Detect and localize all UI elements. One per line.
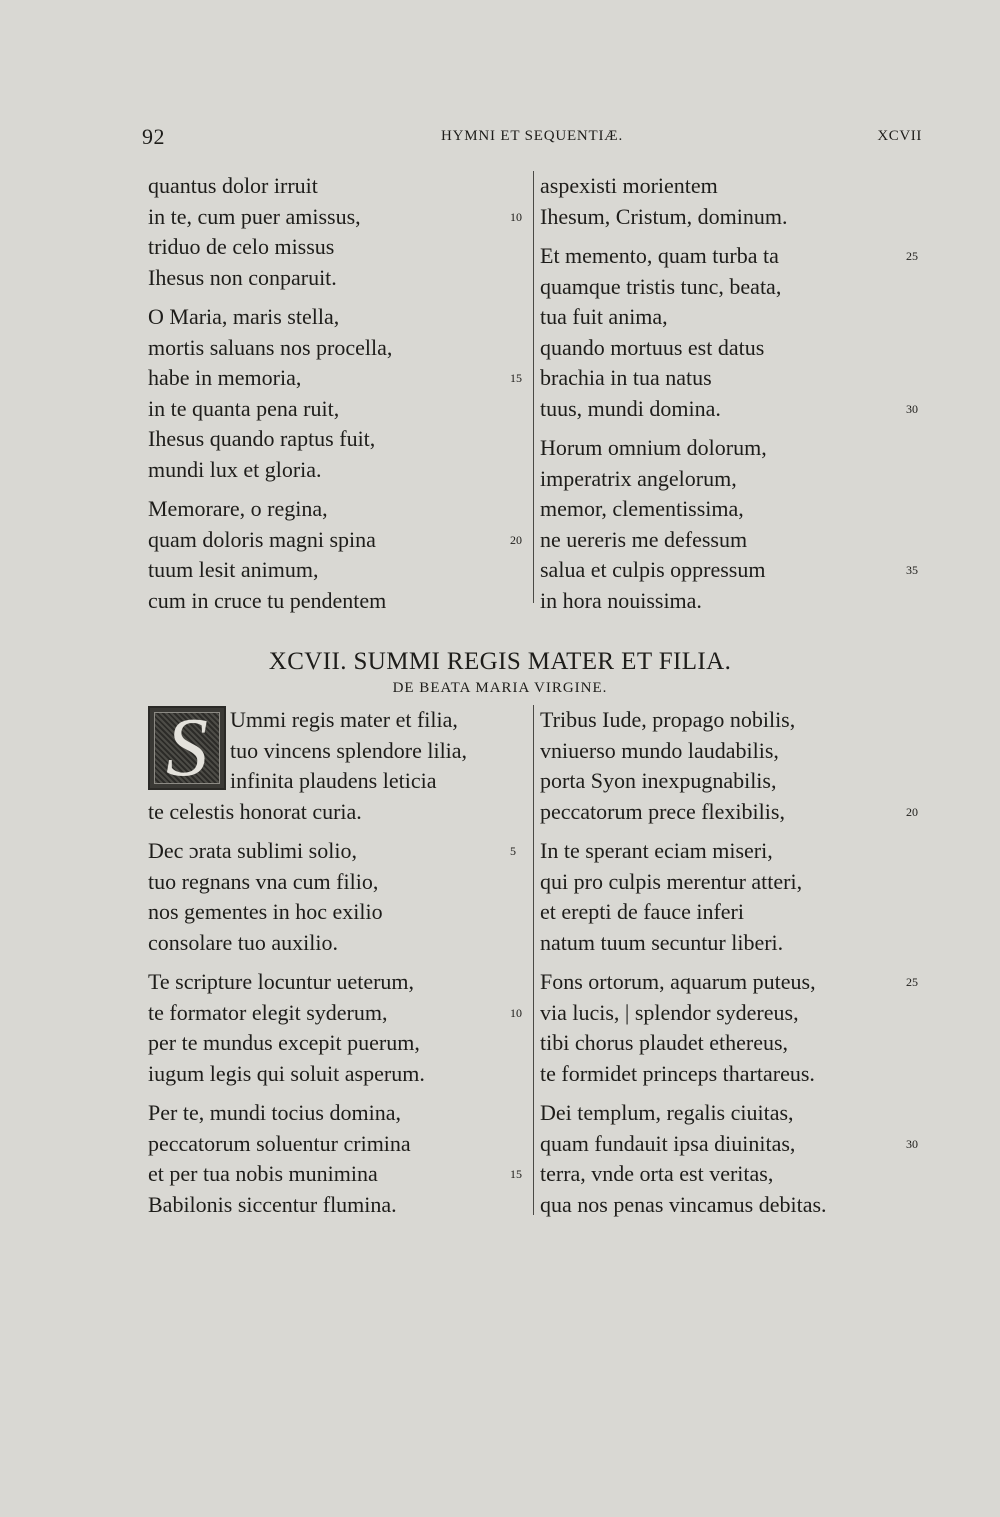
verse-line <box>148 333 528 364</box>
verse-line <box>148 263 528 294</box>
verse-text: via lucis, | splendor sydereus, <box>540 999 799 1025</box>
verse-line <box>540 333 930 364</box>
verse-text: Ihesum, Cristum, dominum. <box>540 203 788 229</box>
verse-text: cum in cruce tu pendentem <box>148 587 387 613</box>
verse-line <box>148 424 528 455</box>
verse-line <box>540 867 930 898</box>
verse-line <box>540 705 930 736</box>
verse-line <box>148 455 528 486</box>
verse-text: quam fundauit ipsa diuinitas, <box>540 1130 796 1156</box>
top-right-column <box>540 171 930 625</box>
verse-line <box>540 766 930 797</box>
verse-line <box>148 897 528 928</box>
verse-text: Ummi regis mater et filia, <box>230 707 458 732</box>
page-number: 92 <box>142 124 165 149</box>
verse-text: nos gementes in hoc exilio <box>148 899 383 924</box>
verse-text: salua et culpis oppressum <box>540 557 766 582</box>
line-number: 20 <box>510 532 522 547</box>
verse-text: tua fuit anima, <box>540 304 668 329</box>
verse-text: mortis saluans nos procella, <box>148 334 393 360</box>
verse-line <box>148 525 528 556</box>
verse-text: Fons ortorum, aquarum puteus, <box>540 969 816 994</box>
verse-text: In te sperant eciam miseri, <box>540 838 773 863</box>
verse-text: vniuerso mundo laudabilis, <box>540 737 779 763</box>
verse-text: qui pro culpis merentur atteri, <box>540 868 803 894</box>
stanza <box>148 836 528 958</box>
verse-text: tuus, mundi domina. <box>540 395 721 421</box>
verse-text: in te quanta pena ruit, <box>148 395 340 421</box>
verse-text: Dei templum, regalis ciuitas, <box>540 1100 794 1125</box>
verse-text: consolare tuo auxilio. <box>148 929 339 955</box>
verse-line <box>540 202 930 233</box>
verse-line <box>148 1098 528 1129</box>
verse-line <box>540 394 930 425</box>
line-number: 20 <box>906 804 918 819</box>
verse-line <box>540 1098 930 1129</box>
verse-text: tuo regnans vna cum filio, <box>148 868 379 894</box>
verse-text: Dec ɔrata sublimi solio, <box>148 838 357 863</box>
verse-line <box>148 1190 528 1221</box>
verse-line <box>148 967 528 998</box>
verse-line <box>540 555 930 586</box>
hymn-title: XCVII. SUMMI REGIS MATER ET FILIA. <box>268 648 732 675</box>
verse-line <box>148 867 528 898</box>
verse-text: te celestis honorat curia. <box>148 798 362 824</box>
verse-text: peccatorum soluentur crimina <box>148 1130 411 1156</box>
verse-text: triduo de celo missus <box>148 234 335 259</box>
running-hymn-number: XCVII <box>877 128 922 144</box>
verse-line <box>148 394 528 425</box>
verse-text: peccatorum prece flexibilis, <box>540 798 785 824</box>
verse-line <box>148 302 528 333</box>
verse-line <box>148 494 528 525</box>
stanza <box>148 701 528 827</box>
verse-line <box>540 1129 930 1160</box>
bottom-left-column <box>148 701 528 1229</box>
bottom-right-column <box>540 705 930 1229</box>
verse-text: brachia in tua natus <box>540 365 712 390</box>
verse-text: per te mundus excepit puerum, <box>148 1030 420 1055</box>
initial-letter: S <box>166 701 208 794</box>
verse-line <box>148 363 528 394</box>
verse-line <box>148 1028 528 1059</box>
line-number: 25 <box>906 975 918 989</box>
running-head <box>142 124 922 154</box>
verse-text: porta Syon inexpugnabilis, <box>540 768 777 793</box>
verse-text: in te, cum puer amissus, <box>148 203 361 229</box>
verse-text: quantus dolor irruit <box>148 173 318 198</box>
verse-line <box>148 586 528 617</box>
verse-text: Te scripture locuntur ueterum, <box>148 969 415 994</box>
verse-line <box>148 1129 528 1160</box>
verse-line <box>540 1190 930 1221</box>
hymn-subtitle: DE BEATA MARIA VIRGINE. <box>392 680 608 696</box>
verse-line <box>540 998 930 1029</box>
verse-line <box>148 836 528 867</box>
verse-line <box>148 928 528 959</box>
line-number: 30 <box>906 401 918 416</box>
verse-line <box>540 1059 930 1090</box>
stanza <box>148 171 528 293</box>
verse-text: O Maria, maris stella, <box>148 304 340 329</box>
verse-line <box>540 736 930 767</box>
stanza <box>148 1098 528 1220</box>
verse-line <box>148 202 528 233</box>
verse-text: aspexisti morientem <box>540 173 718 198</box>
stanza <box>148 967 528 1089</box>
verse-line <box>540 586 930 617</box>
verse-line <box>540 967 930 998</box>
verse-line <box>148 797 528 828</box>
stanza <box>540 1098 930 1220</box>
verse-line <box>148 1059 528 1090</box>
verse-text: qua nos penas vincamus debitas. <box>540 1191 827 1217</box>
line-number: 25 <box>906 249 918 263</box>
verse-text: Tribus Iude, propago nobilis, <box>540 707 796 732</box>
verse-text: quando mortuus est datus <box>540 334 765 360</box>
verse-line <box>540 897 930 928</box>
verse-line <box>540 433 930 464</box>
verse-text: quam doloris magni spina <box>148 526 376 552</box>
verse-text: memor, clementissima, <box>540 496 744 521</box>
verse-line <box>540 302 930 333</box>
verse-line <box>540 525 930 556</box>
verse-line <box>540 171 930 202</box>
verse-text: Per te, mundi tocius domina, <box>148 1100 401 1125</box>
verse-line <box>540 494 930 525</box>
verse-line <box>148 171 528 202</box>
verse-line <box>540 1028 930 1059</box>
verse-line <box>148 555 528 586</box>
verse-line <box>540 1159 930 1190</box>
verse-text: Horum omnium dolorum, <box>540 435 767 460</box>
verse-text: infinita plaudens leticia <box>230 768 437 793</box>
line-number: 30 <box>906 1136 918 1151</box>
verse-text: quamque tristis tunc, beata, <box>540 273 782 299</box>
stanza <box>540 836 930 958</box>
verse-text: iugum legis qui soluit asperum. <box>148 1060 425 1086</box>
verse-line <box>540 928 930 959</box>
line-number: 35 <box>906 563 918 577</box>
stanza <box>540 967 930 1089</box>
stanza <box>148 494 528 616</box>
verse-line <box>540 464 930 495</box>
verse-text: tibi chorus plaudet ethereus, <box>540 1030 789 1055</box>
top-left-column <box>148 171 528 625</box>
verse-text: et per tua nobis munimina <box>148 1161 378 1186</box>
verse-line <box>148 736 528 767</box>
verse-line <box>148 1159 528 1190</box>
verse-text: te formidet princeps thartareus. <box>540 1060 815 1086</box>
line-number: 15 <box>510 1167 522 1181</box>
stanza <box>540 171 930 232</box>
stanza <box>540 705 930 827</box>
verse-text: habe in memoria, <box>148 365 302 390</box>
verse-line <box>148 998 528 1029</box>
line-number: 15 <box>510 371 522 385</box>
verse-text: imperatrix angelorum, <box>540 465 737 491</box>
verse-text: tuum lesit animum, <box>148 557 319 582</box>
verse-text: Ihesus quando raptus fuit, <box>148 426 376 451</box>
verse-line <box>540 363 930 394</box>
verse-text: natum tuum secuntur liberi. <box>540 929 784 955</box>
verse-line <box>148 766 528 797</box>
line-number: 10 <box>510 209 522 224</box>
running-title: HYMNI ET SEQUENTIÆ. <box>441 128 623 144</box>
verse-text: Ihesus non conparuit. <box>148 264 337 290</box>
verse-text: ne uereris me defessum <box>540 526 748 552</box>
verse-line <box>540 241 930 272</box>
line-number: 10 <box>510 1005 522 1020</box>
verse-line <box>540 836 930 867</box>
verse-text: tuo vincens splendore lilia, <box>230 737 468 763</box>
verse-line <box>540 797 930 828</box>
column-divider-bottom <box>533 705 534 1215</box>
verse-line <box>540 272 930 303</box>
stanza <box>540 241 930 424</box>
verse-text: mundi lux et gloria. <box>148 456 322 482</box>
verse-text: et erepti de fauce inferi <box>540 899 744 924</box>
verse-text: te formator elegit syderum, <box>148 999 388 1025</box>
verse-text: terra, vnde orta est veritas, <box>540 1161 774 1186</box>
stanza <box>148 302 528 485</box>
verse-text: in hora nouissima. <box>540 587 702 613</box>
verse-line <box>148 705 528 736</box>
stanza <box>540 433 930 616</box>
column-divider <box>533 171 534 603</box>
verse-text: Et memento, quam turba ta <box>540 243 779 268</box>
verse-line <box>148 232 528 263</box>
line-number: 5 <box>510 844 516 858</box>
verse-text: Memorare, o regina, <box>148 496 328 521</box>
verse-text: Babilonis siccentur flumina. <box>148 1191 397 1217</box>
